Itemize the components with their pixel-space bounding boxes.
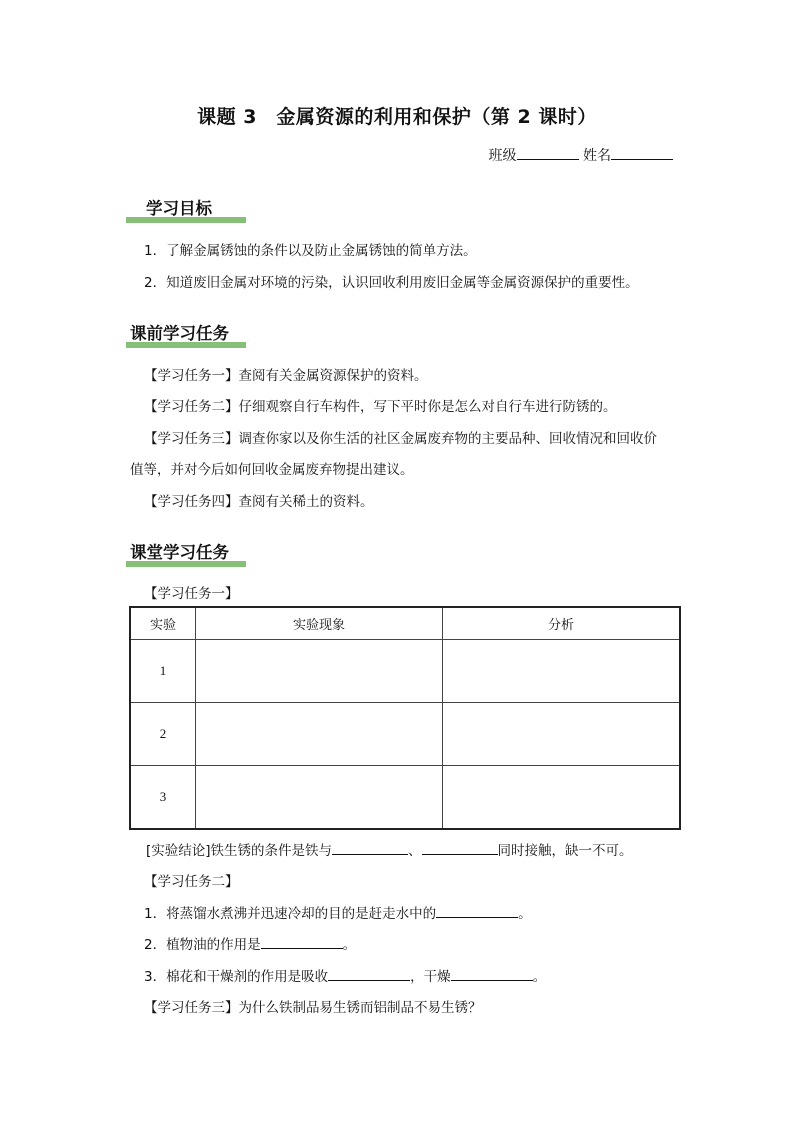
pre-task-item: 【学习任务三】调查你家以及你生活的社区金属废弃物的主要品种、回收情况和回收价: [144, 431, 657, 447]
answer-blank[interactable]: [451, 966, 533, 981]
pre-task-item: 【学习任务一】查阅有关金属资源保护的资料。: [144, 368, 428, 384]
table-header: 实验现象: [196, 607, 443, 640]
row-number: 2: [130, 703, 196, 766]
task1-label: 【学习任务一】: [144, 586, 239, 602]
answer-blank[interactable]: [332, 840, 408, 855]
observation-cell[interactable]: [196, 703, 443, 766]
analysis-cell[interactable]: [443, 703, 681, 766]
name-label: 姓名: [583, 148, 611, 164]
answer-blank[interactable]: [261, 934, 343, 949]
experiment-table: [129, 606, 681, 830]
task2-question: 3．棉花和干燥剂的作用是吸收 ，干燥 。: [144, 965, 546, 985]
conclusion-line: [实验结论]铁生锈的条件是铁与 、 同时接触，缺一不可。: [146, 839, 633, 859]
table-row: [130, 703, 680, 766]
class-label: 班级: [488, 148, 517, 164]
goal-item: 2．知道废旧金属对环境的污染，认识回收利用废旧金属等金属资源保护的重要性。: [144, 275, 639, 291]
task2-question: 1．将蒸馏水煮沸并迅速冷却的目的是赶走水中的 。: [144, 902, 532, 922]
table-header: 实验: [130, 607, 196, 640]
answer-blank[interactable]: [422, 840, 498, 855]
section-heading-pre: 课前学习任务: [126, 320, 229, 344]
task2-label: 【学习任务二】: [144, 874, 239, 890]
analysis-cell[interactable]: [443, 766, 681, 830]
page-title: 课题 3 金属资源的利用和保护（第 2 课时）: [197, 106, 597, 128]
analysis-cell[interactable]: [443, 640, 681, 703]
table-header-row: [130, 607, 680, 640]
table-header: 分析: [443, 607, 681, 640]
goal-item: 1．了解金属锈蚀的条件以及防止金属锈蚀的简单方法。: [144, 243, 477, 259]
observation-cell[interactable]: [196, 640, 443, 703]
answer-blank[interactable]: [436, 903, 518, 918]
row-number: 3: [130, 766, 196, 830]
table-row: [130, 640, 680, 703]
task3-question: 【学习任务三】为什么铁制品易生锈而铝制品不易生锈？: [144, 1000, 482, 1016]
pre-task-item: 值等，并对今后如何回收金属废弃物提出建议。: [130, 462, 414, 478]
row-number: 1: [130, 640, 196, 703]
class-name-line: [489, 145, 673, 165]
pre-task-item: 【学习任务四】查阅有关稀土的资料。: [144, 494, 374, 510]
name-blank[interactable]: [611, 145, 673, 160]
task2-question: 2．植物油的作用是 。: [144, 933, 356, 953]
class-blank[interactable]: [517, 145, 579, 160]
section-heading-class: 课堂学习任务: [126, 539, 229, 563]
answer-blank[interactable]: [328, 966, 410, 981]
pre-task-item: 【学习任务二】仔细观察自行车构件，写下平时你是怎么对自行车进行防锈的。: [144, 399, 617, 415]
section-heading-goals: 学习目标: [126, 195, 212, 219]
observation-cell[interactable]: [196, 766, 443, 830]
table-row: [130, 766, 680, 830]
